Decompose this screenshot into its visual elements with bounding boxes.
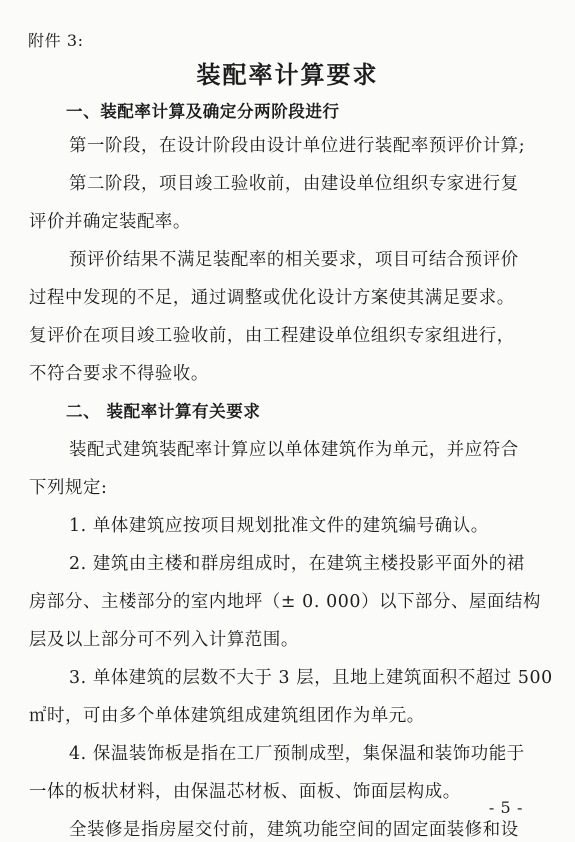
paragraph-line: 装配式建筑装配率计算应以单体建筑作为单元，并应符合 (69, 440, 519, 460)
paragraph-line: 评价并确定装配率。 (29, 212, 191, 232)
paragraph-line: 预评价结果不满足装配率的相关要求，项目可结合预评价 (69, 250, 519, 270)
paragraph-line: 下列规定: (29, 478, 108, 498)
list-item-line: 2. 建筑由主楼和群房组成时，在建筑主楼投影平面外的裙 (69, 554, 525, 574)
paragraph-line: 复评价在项目竣工验收前，由工程建设单位组织专家组进行， (29, 326, 515, 346)
section-heading-2: 二、 装配率计算有关要求 (66, 402, 261, 421)
attachment-label: 附件 3: (28, 31, 84, 50)
list-item-line: 一体的板状材料，由保温芯材板、面板、饰面层构成。 (29, 782, 461, 802)
list-item-line: 层及以上部分可不列入计算范围。 (29, 630, 299, 650)
page-title: 装配率计算要求 (196, 61, 379, 89)
paragraph-line: 第一阶段，在设计阶段由设计单位进行装配率预评价计算; (69, 136, 526, 156)
paragraph-line: 第二阶段，项目竣工验收前，由建设单位组织专家进行复 (69, 174, 519, 194)
list-item-line: 3. 单体建筑的层数不大于 3 层，且地上建筑面积不超过 500 (69, 668, 553, 688)
list-item-line: 房部分、主楼部分的室内地坪（± 0. 000）以下部分、屋面结构 (29, 592, 541, 612)
page-number-row (0, 796, 575, 820)
list-item-line: 1. 单体建筑应按项目规划批准文件的建筑编号确认。 (69, 516, 489, 536)
section-heading-1: 一、装配率计算及确定分两阶段进行 (66, 102, 340, 121)
page-number: - 5 - (488, 798, 523, 817)
paragraph-line: 不符合要求不得验收。 (29, 364, 209, 384)
paragraph-line: 全装修是指房屋交付前，建筑功能空间的固定面装修和设 (69, 820, 519, 840)
list-item-line: 4. 保温装饰板是指在工厂预制成型，集保温和装饰功能于 (69, 744, 525, 764)
list-item-line: ㎡时，可由多个单体建筑组成建筑组团作为单元。 (29, 706, 425, 726)
paragraph-line: 过程中发现的不足，通过调整或优化设计方案使其满足要求。 (29, 288, 515, 308)
